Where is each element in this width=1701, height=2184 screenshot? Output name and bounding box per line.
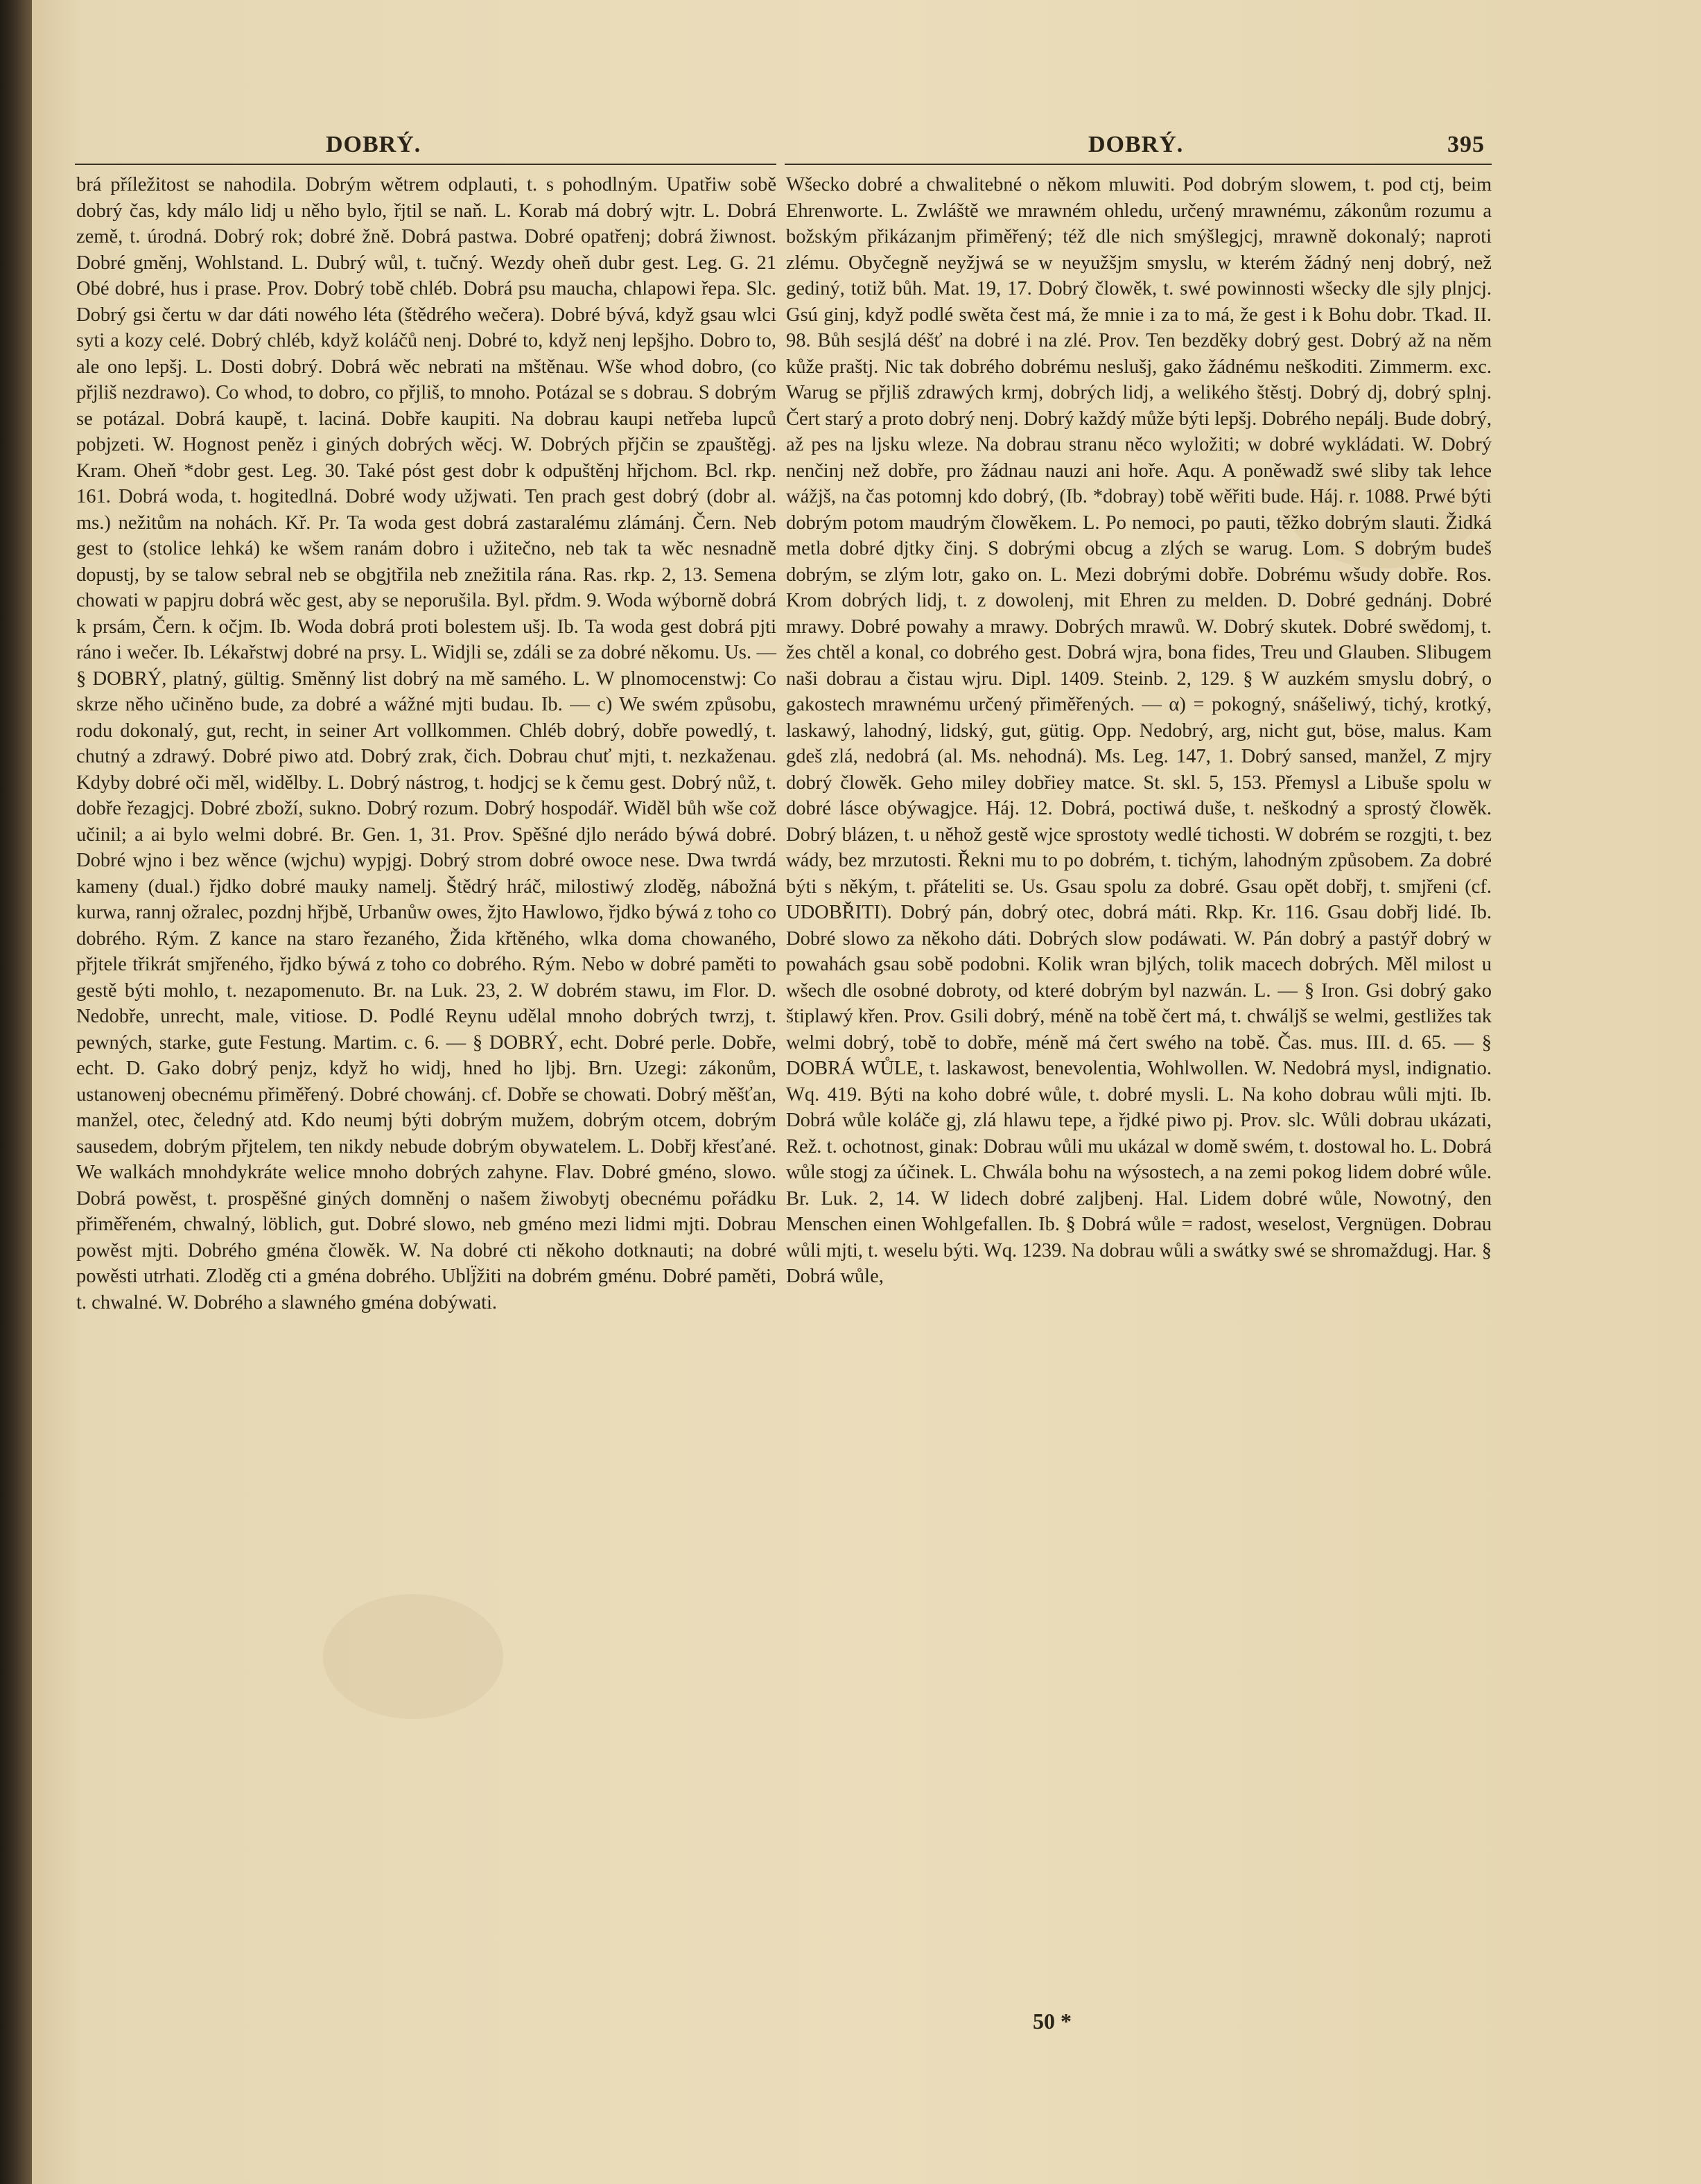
- right-column-text: Wšecko dobré a chwalitebné o někom mluwiti. Pod dobrým slowem, t. pod ctj, beim Ehrenworte. L. Zwláště we mrawném ohledu, určený mrawnému, zákonům rozumu a božským přikázanjm přiměřený; též dle nich smýšlegjcj, mrawně dokonalý; naproti zlému. Obyčegně neyžjwá se w neyužšjm smyslu, w kterém žádný nenj dobrý, než gediný, totiž bůh. Mat. 19, 17. Dobrý člowěk, t. swé powinnosti wšecky dle sjly plnjcj. Gsú ginj, když podlé swěta čest má, že mnie i za to má, že gest i k Bohu dobr. Tkad. II. 98. Bůh sesjlá déšť na dobré i na zlé. Prov. Ten bezděky dobrý gest. Dobrý až na něm kůže praštj. Nic tak dobrého dobrému neslušj, gako žádnému neškoditi. Zimmerm. exc. Warug se přjliš zdrawých krmj, dobrých lidj, a welikého štěstj. Dobrý dj, dobrý splnj. Čert starý a proto dobrý nenj. Dobrý každý může býti lepšj. Dobrého nepálj. Bude dobrý, až pes na ljsku wleze. Na dobrau stranu něco wyložiti; w dobré wykládati. W. Dobrý nenčinj než dobře, pro žádnau nauzi ani hoře. Aqu. A poněwadž swé sliby tak lehce wážjš, na čas potomnj kdo dobrý, (Ib. *dobray) tobě wěřiti bude. Háj. r. 1088. Prwé býti dobrým potom maudrým člowěkem. L. Po nemoci, po pauti, těžko dobrým slauti. Židká metla dobré djtky činj. S dobrými obcug a zlých se warug. Lom. S dobrým budeš dobrým, se zlým lotr, gako on. L. Mezi dobrými dobře. Dobrému wšudy dobře. Ros. Krom dobrých lidj, t. z dowolenj, mit Ehren zu melden. D. Dobré gednánj. Dobré mrawy. Dobré powahy a mrawy. Dobrých mrawů. W. Dobrý skutek. Dobré swědomj, t. žes chtěl a konal, co dobrého gest. Dobrá wjra, bona fides, Treu und Glauben. Slibugem naši dobrau a čistau wjru. Dipl. 1409. Steinb. 2, 129. § W auzkém smyslu dobrý, o gakostech mrawnému určený přiměřených. — α) = pokogný, snášeliwý, tichý, krotký, laskawý, lahodný, lidský, gut, gütig. Opp. Nedobrý, arg, nicht gut, böse, malus. Kam gdeš zlá, nedobrá (al. Ms. nehodná). Ms. Leg. 147, 1. Dobrý sansed, manžel, Z mjry dobrý člowěk. Geho miley dobřiey matce. St. skl. 5, 153. Přemysl a Libuše spolu w dobré lásce obýwagjce. Háj. 12. Dobrá, poctiwá duše, t. neškodný a sprostý člowěk. Dobrý blázen, t. u něhož gestě wjce sprostoty wedlé tichosti. W dobrém se rozgjti, t. bez wády, bez mrzutosti. Řekni mu to po dobrém, t. tichým, lahodným způsobem. Za dobré býti s někým, t. přáteliti se. Us. Gsau spolu za dobré. Gsau opět dobřj, t. smjřeni (cf. UDOBŘITI). Dobrý pán, dobrý otec, dobrá máti. Rkp. Kr. 116. Gsau dobřj lidé. Ib. Dobré slowo za někoho dáti. Dobrých slow podáwati. W. Pán dobrý a pastýř dobrý w powahách gsau sobě podobni. Kolik wran bjlých, tolik macech dobrých. Měl milost u wšech dle osobné dobroty, od které dobrým byl nazwán. L. — § Iron. Gsi dobrý gako štiplawý křen. Prov. Gsili dobrý, méně na tobě čert má, t. chwáljš se welmi, gestližes tak welmi dobrý, tobě to dobře, méně má čert swého na tobě. Čas. mus. III. d. 65. — § DOBRÁ WŮLE, t. laskawost, benevolentia, Wohlwollen. W. Nedobrá mysl, indignatio. Wq. 419. Býti na koho dobré wůle, t. dobré mysli. L. Na koho dobrau wůli mjti. Ib. Dobrá wůle koláče gj, zlá hlawu tepe, a řjdké piwo pj. Prov. slc. Wůli dobrau ukázati, Rež. t. ochotnost, ginak: Dobrau wůli mu ukázal w domě swém, t. dostowal ho. L. Dobrá wůle stogj za účinek. L. Chwála bohu na wýsostech, a na zemi pokog lidem dobré wůle. Br. Luk. 2, 14. W lidech dobré zaljbenj. Hal. Lidem dobré wůle, Nowotný, den Menschen einen Wohlgefallen. Ib. § Dobrá wůle = radost, weselost, Vergnügen. Dobrau wůli mjti, t. weselu býti. Wq. 1239. Na dobrau wůli a swátky swé se shromaždugj. Har. § Dobrá wůle,: [786, 174, 1492, 1287]
- running-head-right: DOBRÝ.: [1088, 132, 1184, 157]
- page-number: 395: [1447, 132, 1485, 157]
- left-column-text: brá příležitost se nahodila. Dobrým wětrem odplauti, t. s pohodlným. Upatřiw sobě dobrý čas, kdy málo lidj u něho bylo, řjtil se naň. L. Korab má dobrý wjtr. L. Dobrá země, t. úrodná. Dobrý rok; dobré žně. Dobrá pastwa. Dobré opatřenj; dobrá žiwnost. Dobré gměnj, Wohlstand. L. Dubrý wůl, t. tučný. Wezdy oheň dubr gest. Leg. G. 21 Obé dobré, hus i prase. Prov. Dobrý tobě chléb. Dobrá psu maucha, chlapowi řepa. Slc. Dobrý gsi čertu w dar dáti nowého léta (štědrého wečera). Dobré bývá, když gsau wlci syti a kozy celé. Dobrý chléb, když koláčů nenj. Dobré to, když nenj lepšjho. Dobro to, ale ono lepšj. L. Dosti dobrý. Dobrá wěc nebrati na mštěnau. Wše whod dobro, (co přjliš nezdrawo). Co whod, to dobro, co přjliš, to mnoho. Potázal se s dobrau. S dobrým se potázal. Dobrá kaupě, t. laciná. Dobře kaupiti. Na dobrau kaupi netřeba lupců pobjzeti. W. Hognost peněz i giných dobrých wěcj. W. Dobrých přjčin se zpauštěgj. Kram. Oheň *dobr gest. Leg. 30. Také póst gest dobr k odpuštěnj hřjchom. Bcl. rkp. 161. Dobrá woda, t. hogitedlná. Dobré wody užjwati. Ten prach gest dobrý (dobr al. ms.) nežitům na nohách. Kř. Pr. Ta woda gest dobrá zastaralému zlámánj. Čern. Neb gest to (stolice lehká) ke wšem ranám dobro i užitečno, neb tak ta wěc nesnadně dopustj, by se talow sebral neb se obgjtřila neb znežitila rána. Ras. rkp. 2, 13. Semena chowati w papjru dobrá wěc gest, aby se neporušila. Byl. přdm. 9. Woda wýborně dobrá k prsám, Čern. k očjm. Ib. Woda dobrá proti bolestem ušj. Ib. Ta woda gest dobrá pjti ráno i wečer. Ib. Lékařstwj dobré na prsy. L. Widjli se, zdáli se za dobré někomu. Us. — § DOBRÝ, platný, gültig. Směnný list dobrý na mě samého. L. W plnomocenstwj: Co skrze něho učiněno bude, za dobré a wážné mjti budau. Ib. — c) We swém způsobu, rodu dokonalý, gut, recht, in seiner Art vollkommen. Chléb dobrý, dobře powedlý, t. chutný a zdrawý. Dobré piwo atd. Dobrý zrak, čich. Dobrau chuť mjti, t. nezkaženau. Kdyby dobré oči měl, widělby. L. Dobrý nástrog, t. hodjcj se k čemu gest. Dobrý nůž, t. dobře řezagjcj. Dobré zboží, sukno. Dobrý rozum. Dobrý hospodář. Widěl bůh wše což učinil; a ai bylo welmi dobré. Br. Gen. 1, 31. Prov. Spěšné djlo nerádo býwá dobré. Dobré wjno i bez wěnce (wjchu) wypjgj. Dobrý strom dobré owoce nese. Dwa twrdá kameny (dual.) řjdko dobré mauky namelj. Štědrý hráč, milostiwý zloděg, nábožná kurwa, rannj ožralec, pozdnj hřjbě, Urbanůw owes, žjto Hawlowo, řjdko býwá z toho co dobrého. Rým. Z kance na staro řezaného, Žida křtěného, wlka doma chowaného, přjtele třikrát smjřeného, řjdko býwá z toho co dobrého. Rým. Nebo w dobré paměti to gestě býti mohlo, t. nezapomenuto. Br. na Luk. 23, 2. W dobrém stawu, im Flor. D. Nedobře, unrecht, male, vitiose. D. Podlé Reynu udělal mnoho dobrých twrzj, t. pewných, starke, gute Festung. Martim. c. 6. — § DOBRÝ, echt. Dobré perle. Dobře, echt. D. Gako dobrý penjz, když ho widj, hned ho ljbj. Brn. Uzegi: zákonům, ustanowenj obecnému přiměřený. Dobré chowánj. cf. Dobře se chowati. Dobrý měšťan, manžel, otec, čeledný atd. Kdo neumj býti dobrým mužem, dobrým otcem, dobrým sausedem, dobrým přjtelem, ten nikdy nebude dobrým obywatelem. L. Dobřj křesťané. We walkách mnohdykráte welice mnoho dobrých zahyne. Flav. Dobré gméno, slowo. Dobrá powěst, t. prospěšné giných domněnj o našem žiwobytj obecnému pořádku přiměřeném, chwalný, löblich, gut. Dobré slowo, neb gméno mezi lidmi mjti. Dobrau powěst mjti. Dobrého gména člowěk. W. Na dobré cti někoho dotknauti; na dobré powěsti utrhati. Zloděg cti a gména dobrého. Ublj̈žiti na dobrém gménu. Dobré paměti, t. chwalné. W. Dobrého a slawného gména dobýwati.: [76, 174, 776, 1313]
- running-head-left: DOBRÝ.: [326, 132, 421, 157]
- signature-mark: 50 *: [1033, 2009, 1072, 2034]
- page-stain: [323, 1594, 503, 1719]
- book-binding-edge: [0, 0, 32, 2184]
- header-rule-right: [785, 164, 1492, 165]
- header-rule-left: [75, 164, 776, 165]
